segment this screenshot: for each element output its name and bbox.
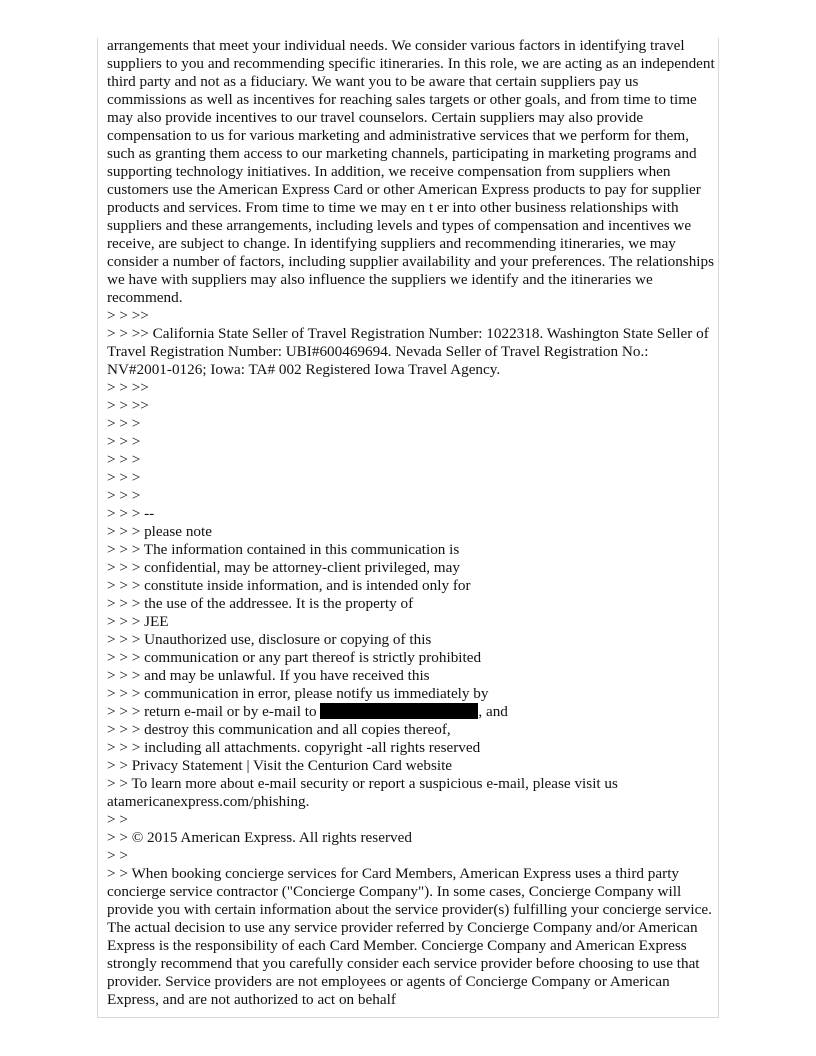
notice-line: > > > the use of the addressee. It is the property of <box>107 595 414 612</box>
concierge-paragraph: > > When booking concierge services for Card Members, American Express uses a third party concierge service contractor ("Concierge Company"). In some cases, Concierge Company will provide you with certain information about the service provider(s) fulfilling your concierge service. The actual decision to use any service provider referred by Concierge Company and/or American Express is the responsibility of each Card Member. Concierge Company and American Express strongly recommend that you carefully consider each service provider before choosing to use that provider. Service providers are not employees or agents of Concierge Company or American Express, and are not authorized to act on behalf <box>107 865 712 1008</box>
quote-line: > > > <box>107 433 141 450</box>
signature-separator: > > > -- <box>107 505 155 522</box>
redacted-email <box>320 703 478 719</box>
notice-line: > > > communication in error, please notify us immediately by <box>107 685 489 702</box>
return-text-end: , and <box>478 703 508 720</box>
quote-line: > > >> <box>107 307 149 324</box>
quote-line: > > > <box>107 487 141 504</box>
quote-line: > > >> <box>107 397 149 414</box>
notice-line: > > > confidential, may be attorney-client privileged, may <box>107 559 460 576</box>
notice-line: > > > The information contained in this communication is <box>107 541 460 558</box>
notice-line: > > > please note <box>107 523 212 540</box>
notice-line: > > > including all attachments. copyright -all rights reserved <box>107 739 481 756</box>
notice-line: > > > Unauthorized use, disclosure or copying of this <box>107 631 432 648</box>
notice-line: > > > constitute inside information, and is intended only for <box>107 577 471 594</box>
return-text: > > > return e-mail or by e-mail to <box>107 703 321 720</box>
registration-paragraph: > > >> California State Seller of Travel Registration Number: 1022318. Washington State Seller of Travel Registration Number: UBI#600469694. Nevada Seller of Travel Registration No.: NV#2001-0126; Iowa: TA# 002 Registered Iowa Travel Agency. <box>107 325 709 378</box>
notice-line-return <box>107 703 715 721</box>
notice-line: > > > communication or any part thereof is strictly prohibited <box>107 649 482 666</box>
privacy-line: > > Privacy Statement | Visit the Centurion Card website <box>107 757 453 774</box>
quote-line: > > > <box>107 469 141 486</box>
quote-line: > > <box>107 847 128 864</box>
quote-line: > > <box>107 811 128 828</box>
quote-line: > > > <box>107 451 141 468</box>
copyright-line: > > © 2015 American Express. All rights reserved <box>107 829 412 846</box>
quote-line: > > > <box>107 415 141 432</box>
quote-line: > > >> <box>107 379 149 396</box>
email-body <box>107 37 715 1009</box>
notice-line: > > > JEE <box>107 613 169 630</box>
notice-line: > > > destroy this communication and all copies thereof, <box>107 721 451 738</box>
security-line: > > To learn more about e-mail security or report a suspicious e-mail, please visit us atamericanexpress.com/phishing. <box>107 775 618 810</box>
notice-line: > > > and may be unlawful. If you have received this <box>107 667 430 684</box>
disclosure-paragraph: arrangements that meet your individual needs. We consider various factors in identifying travel suppliers to you and recommending specific itineraries. In this role, we are acting as an independent third party and not as a fiduciary. We want you to be aware that certain suppliers pay us commissions as well as incentives for reaching sales targets or other goals, and from time to time may also provide incentives to our travel counselors. Certain suppliers may also provide compensation to us for various marketing and administrative services that we perform for them, such as granting them access to our marketing channels, participating in marketing programs and supporting technology initiatives. In addition, we receive compensation from suppliers when customers use the American Express Card or other American Express products to pay for supplier products and services. From time to time we may en t er into other business relationships with suppliers and these arrangements, including levels and types of compensation and incentives we receive, are subject to change. In identifying suppliers and recommending itineraries, we may consider a number of factors, including supplier availability and your preferences. The relationships we have with suppliers may also influence the suppliers we identify and the itineraries we recommend. <box>107 37 715 306</box>
